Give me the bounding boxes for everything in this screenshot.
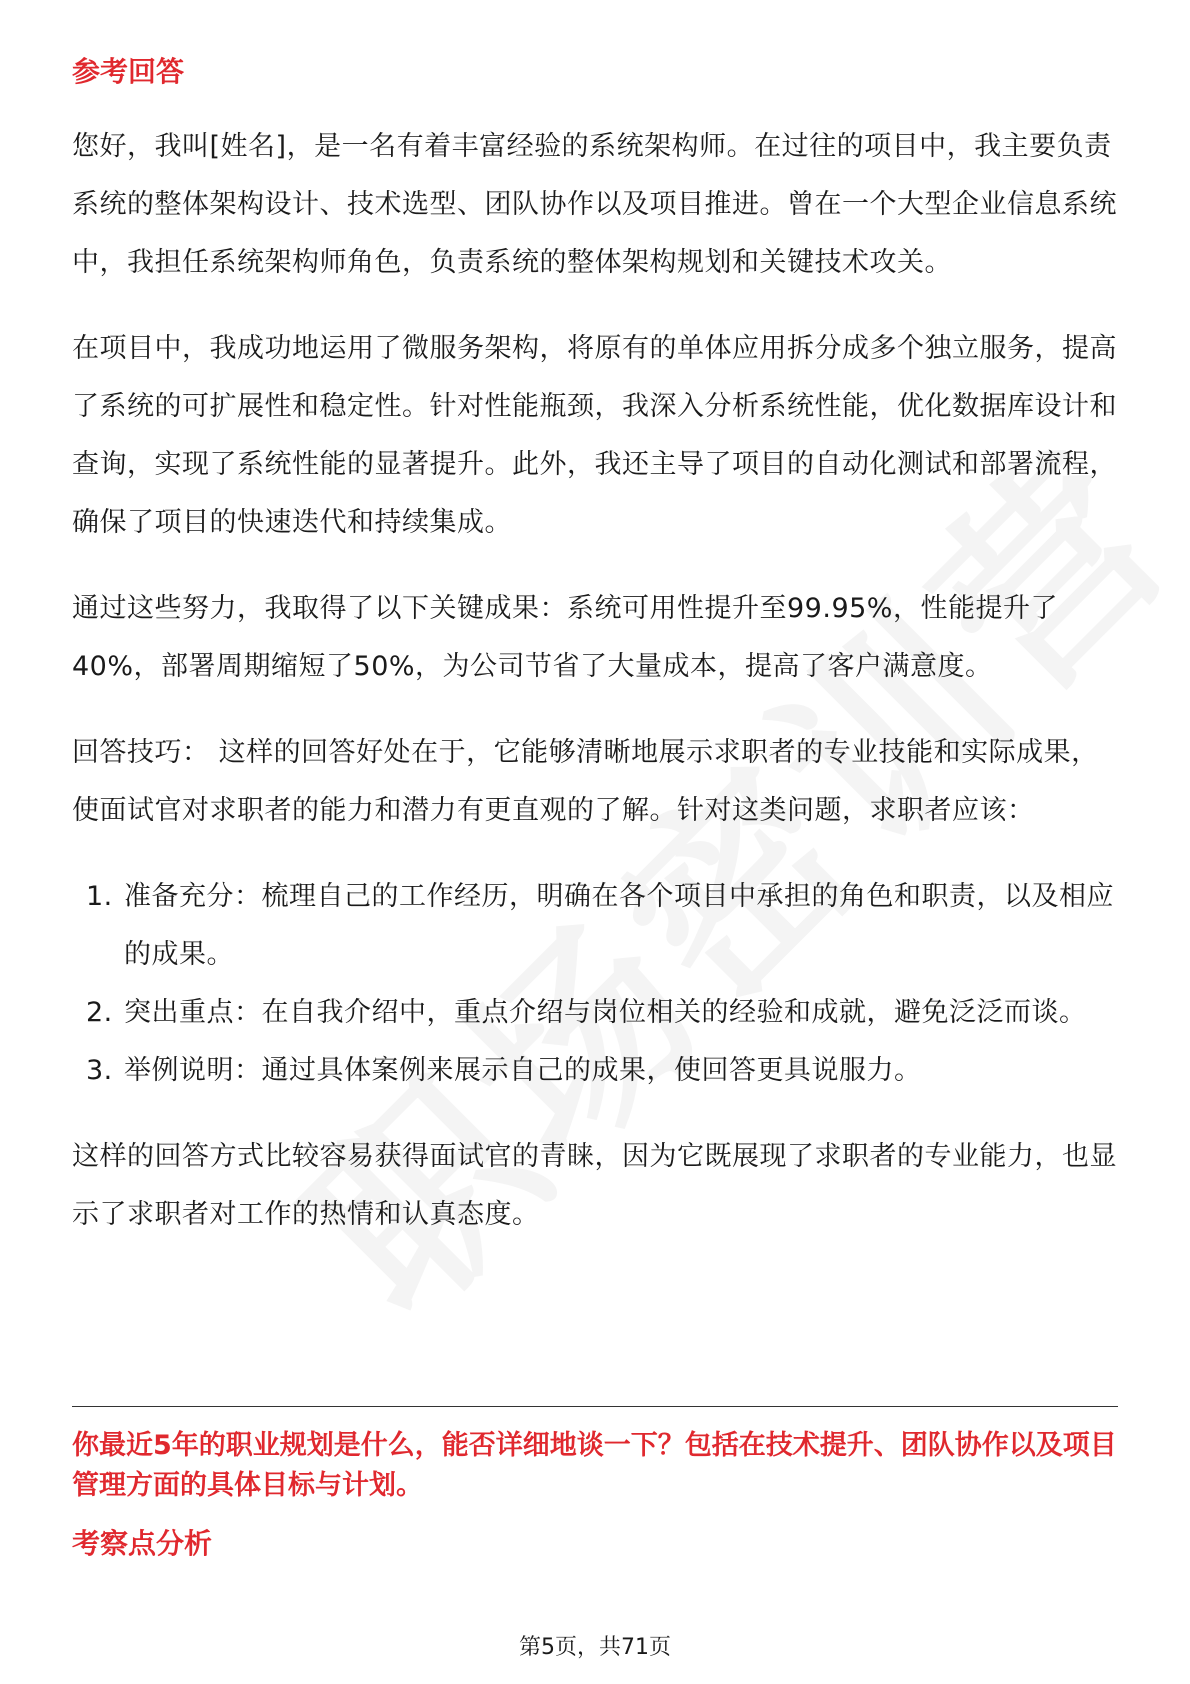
- analysis-title: 考察点分析: [72, 1527, 213, 1560]
- list-text: 突出重点：在自我介绍中，重点介绍与岗位相关的经验和成就，避免泛泛而谈。: [124, 997, 1087, 1028]
- list-number: 1.: [86, 881, 113, 912]
- list-item: [72, 1042, 1118, 1100]
- list-text: 准备充分：梳理自己的工作经历，明确在各个项目中承担的角色和职责，以及相应的成果。: [124, 881, 1114, 970]
- tips-list: [72, 868, 1118, 1100]
- section-title: 参考回答: [72, 55, 185, 88]
- paragraph: 在项目中，我成功地运用了微服务架构，将原有的单体应用拆分成多个独立服务，提高了系统的可扩展性和稳定性。针对性能瓶颈，我深入分析系统性能，优化数据库设计和查询，实现了系统性能的显著提升。此外，我还主导了项目的自动化测试和部署流程，确保了项目的快速迭代和持续集成。: [72, 333, 1117, 538]
- section-divider: [72, 1406, 1118, 1407]
- list-item: [72, 984, 1118, 1042]
- closing-paragraph: 这样的回答方式比较容易获得面试官的青睐，因为它既展现了求职者的专业能力，也显示了求职者对工作的热情和认真态度。: [72, 1141, 1117, 1230]
- list-text: 举例说明：通过具体案例来展示自己的成果，使回答更具说服力。: [124, 1055, 922, 1086]
- paragraph: 您好，我叫[姓名]，是一名有着丰富经验的系统架构师。在过往的项目中，我主要负责系统的整体架构设计、技术选型、团队协作以及项目推进。曾在一个大型企业信息系统中，我担任系统架构师角色，负责系统的整体架构规划和关键技术攻关。: [72, 131, 1117, 278]
- paragraph: 回答技巧： 这样的回答好处在于，它能够清晰地展示求职者的专业技能和实际成果，使面试官对求职者的能力和潜力有更直观的了解。针对这类问题，求职者应该：: [72, 737, 1099, 826]
- list-number: 2.: [86, 997, 113, 1028]
- list-item: [72, 868, 1118, 984]
- answer-body: [72, 118, 1118, 1244]
- paragraph: 通过这些努力，我取得了以下关键成果：系统可用性提升至99.95%，性能提升了40%，部署周期缩短了50%，为公司节省了大量成本，提高了客户满意度。: [72, 593, 1058, 682]
- document-page: [72, 0, 1118, 1684]
- next-question: 你最近5年的职业规划是什么，能否详细地谈一下？包括在技术提升、团队协作以及项目管理方面的具体目标与计划。: [72, 1430, 1117, 1501]
- page-footer: 第5页，共71页: [519, 1635, 671, 1660]
- list-number: 3.: [86, 1055, 113, 1086]
